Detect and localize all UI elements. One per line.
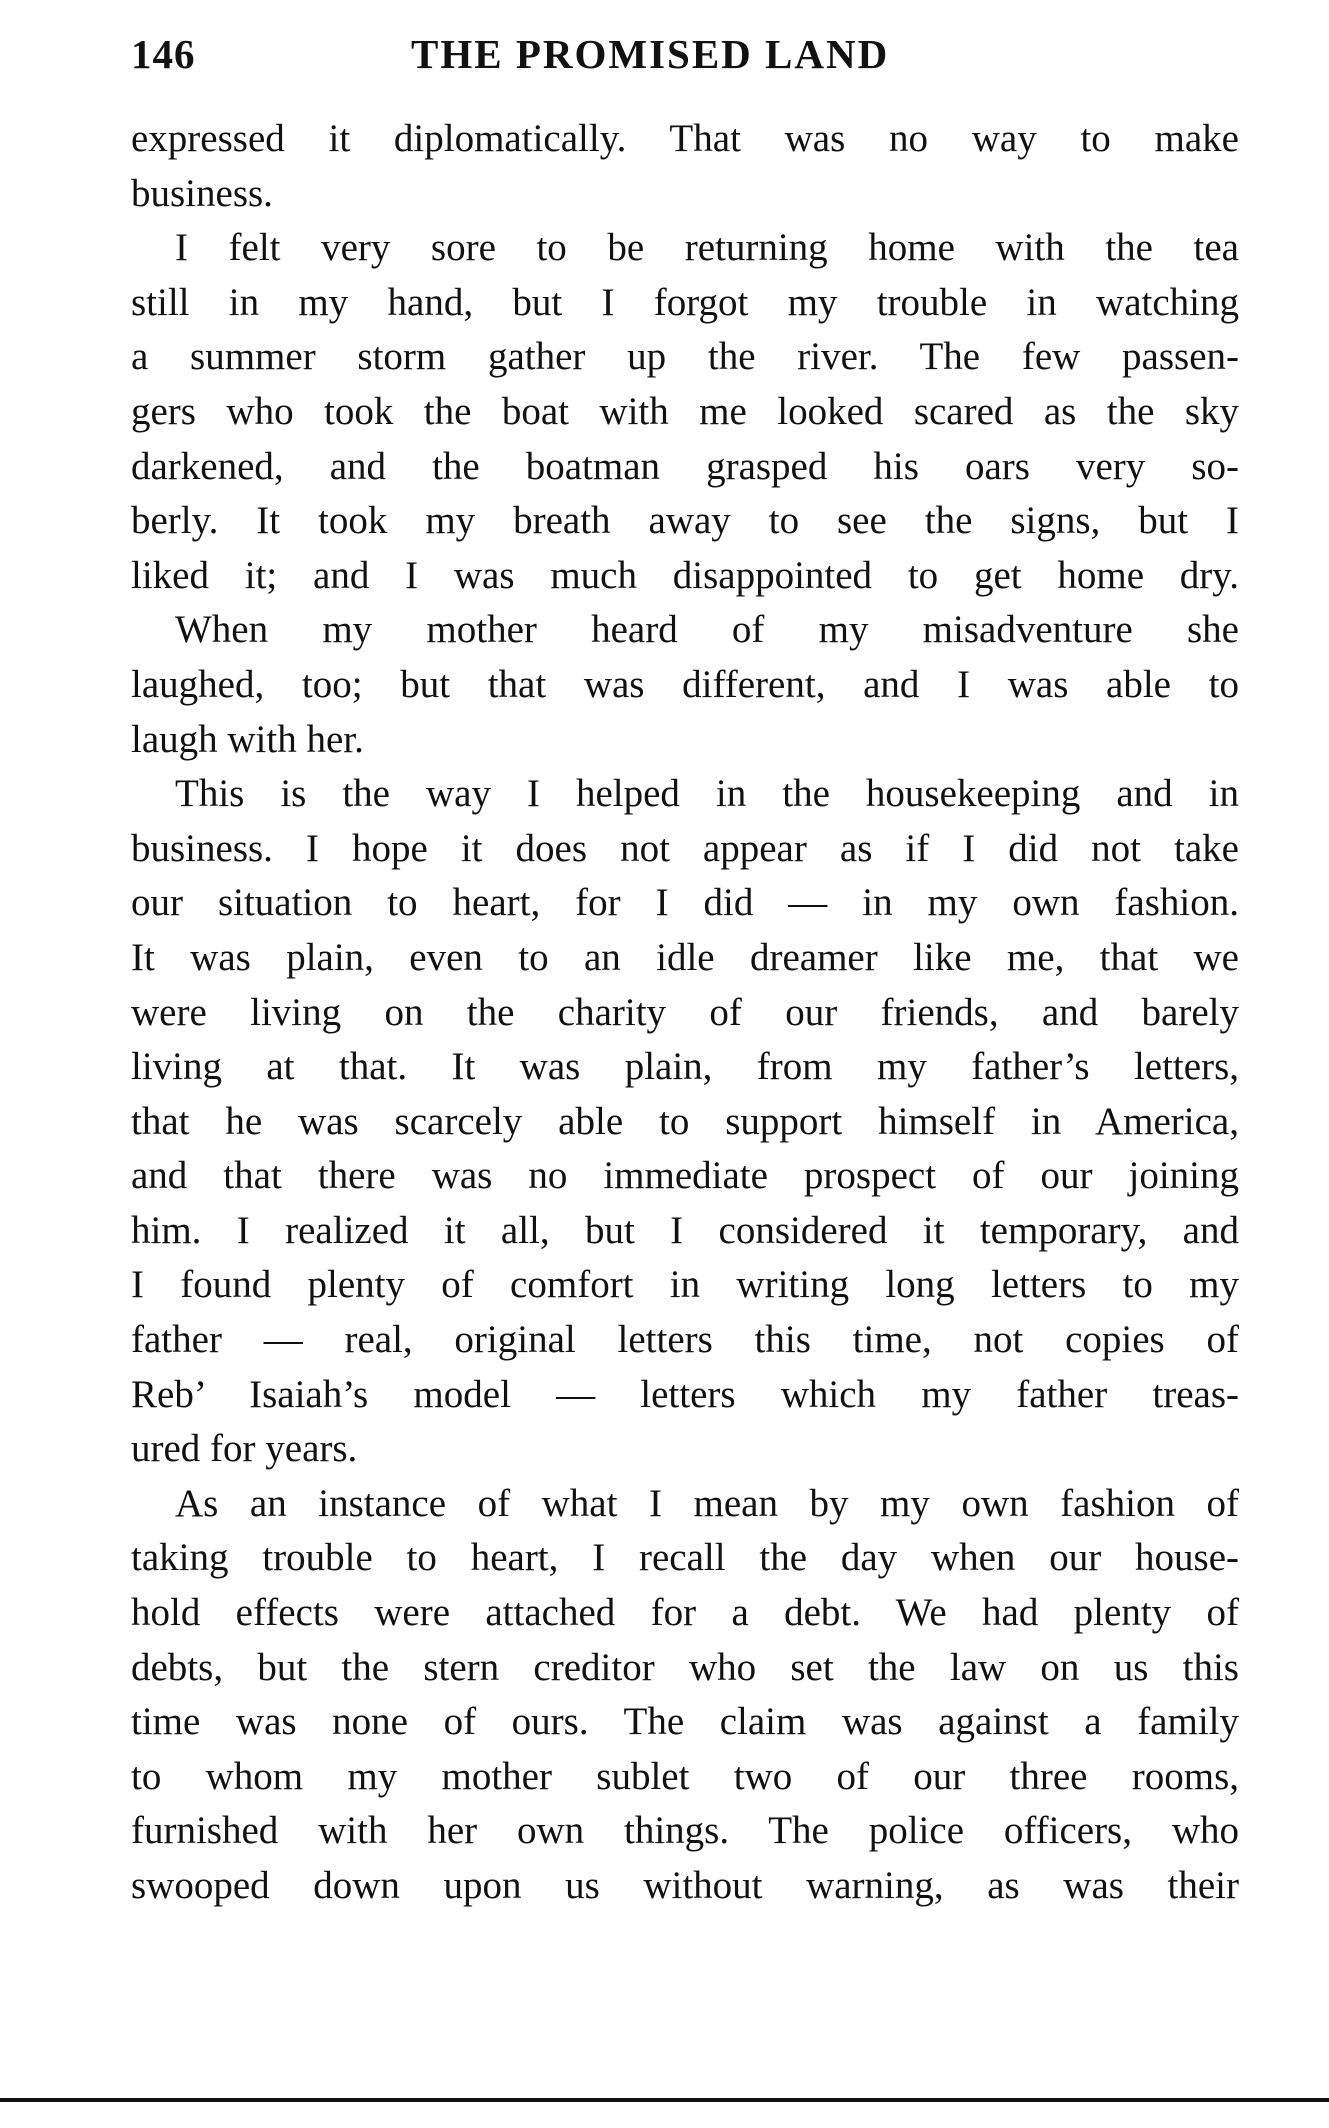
- text-line: gers who took the boat with me looked scared as the sky: [131, 389, 1239, 433]
- text-line: debts, but the stern creditor who set the law on us this: [131, 1645, 1239, 1689]
- running-head: [131, 30, 1239, 90]
- text-line: expressed it diplomatically. That was no way to make: [131, 117, 1239, 160]
- text-line: hold effects were attached for a debt. We had plenty of: [131, 1591, 1239, 1635]
- text-line: As an instance of what I mean by my own fashion of: [175, 1481, 1239, 1525]
- text-line: laugh with her.: [131, 717, 364, 761]
- text-line: and that there was no immediate prospect of our joining: [131, 1154, 1239, 1198]
- text-line: business. I hope it does not appear as if I did not take: [131, 826, 1239, 870]
- text-line: him. I realized it all, but I considered it temporary, and: [131, 1208, 1239, 1252]
- text-line: father — real, original letters this time, not copies of: [131, 1318, 1239, 1362]
- bottom-rule: [0, 2098, 1329, 2102]
- text-line: It was plain, even to an idle dreamer like me, that we: [131, 935, 1239, 979]
- text-line: living at that. It was plain, from my father’s letters,: [131, 1045, 1239, 1089]
- text-line: I felt very sore to be returning home with the tea: [175, 226, 1239, 270]
- text-line: furnished with her own things. The police officers, who: [131, 1809, 1239, 1853]
- text-line: that he was scarcely able to support himself in America,: [131, 1099, 1239, 1143]
- text-line: berly. It took my breath away to see the signs, but I: [131, 499, 1239, 543]
- text-line: This is the way I helped in the housekeeping and in: [175, 772, 1239, 816]
- text-line: swooped down upon us without warning, as was their: [131, 1864, 1239, 1907]
- text-line: I found plenty of comfort in writing long letters to my: [131, 1263, 1239, 1307]
- body-text: [131, 112, 1239, 1914]
- page-number: 146: [131, 31, 196, 77]
- running-title: THE PROMISED LAND: [411, 31, 890, 77]
- text-line: laughed, too; but that was different, and I was able to: [131, 662, 1239, 706]
- text-line: Reb’ Isaiah’s model — letters which my father treas-: [131, 1372, 1239, 1416]
- text-line: still in my hand, but I forgot my trouble in watching: [131, 280, 1239, 324]
- text-line: were living on the charity of our friends, and barely: [131, 990, 1239, 1034]
- text-line: business.: [131, 171, 273, 215]
- text-line: time was none of ours. The claim was against a family: [131, 1700, 1239, 1744]
- text-line: liked it; and I was much disappointed to get home dry.: [131, 553, 1239, 597]
- text-line: taking trouble to heart, I recall the day when our house-: [131, 1536, 1239, 1580]
- text-line: ured for years.: [131, 1427, 358, 1471]
- text-line: darkened, and the boatman grasped his oars very so-: [131, 444, 1239, 488]
- text-line: When my mother heard of my misadventure she: [175, 608, 1239, 652]
- text-line: a summer storm gather up the river. The few passen-: [131, 335, 1239, 379]
- text-line: our situation to heart, for I did — in my own fashion.: [131, 881, 1239, 925]
- text-line: to whom my mother sublet two of our three rooms,: [131, 1754, 1239, 1798]
